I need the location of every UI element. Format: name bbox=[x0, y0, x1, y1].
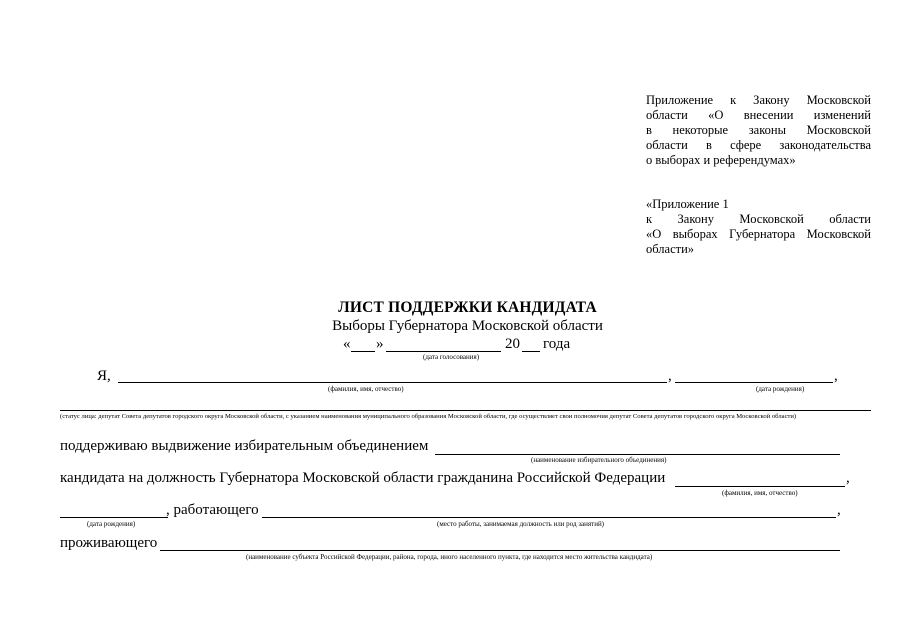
status-blank[interactable] bbox=[60, 410, 871, 411]
year-blank[interactable] bbox=[522, 351, 540, 352]
year-suffix: года bbox=[543, 336, 571, 352]
appendix-one-block bbox=[646, 197, 871, 257]
appendix-line: Приложение к Закону Московской bbox=[646, 93, 871, 107]
candidate-name-blank[interactable] bbox=[675, 486, 845, 487]
appendix-line: области» bbox=[646, 242, 695, 256]
support-text: поддерживаю выдвижение избирательным объединением bbox=[60, 438, 429, 454]
work-text: , работающего bbox=[166, 502, 259, 518]
association-blank[interactable] bbox=[435, 454, 840, 455]
signer-comma-end: , bbox=[834, 368, 838, 384]
candidate-comma: , bbox=[846, 470, 850, 486]
appendix-line: в некоторые законы Московской bbox=[646, 123, 871, 137]
signer-name-blank[interactable] bbox=[118, 382, 667, 383]
residence-text: проживающего bbox=[60, 535, 158, 551]
candidate-birth-blank[interactable] bbox=[60, 517, 168, 518]
appendix-line: области в сфере законодательства bbox=[646, 138, 871, 152]
appendix-one-title: «Приложение 1 bbox=[646, 197, 729, 211]
appendix-line: области «О внесении изменений bbox=[646, 108, 871, 122]
document-subtitle: Выборы Губернатора Московской области bbox=[332, 318, 603, 334]
residence-blank[interactable] bbox=[160, 550, 840, 551]
appendix-line: о выборах и референдумах» bbox=[646, 153, 796, 167]
appendix-line: к Закону Московской области bbox=[646, 212, 871, 226]
work-place-blank[interactable] bbox=[262, 517, 836, 518]
appendix-law-block bbox=[646, 93, 871, 168]
work-comma: , bbox=[837, 502, 841, 518]
work-place-caption: (место работы, занимаемая должность или род занятий) bbox=[437, 520, 605, 528]
document-title: ЛИСТ ПОДДЕРЖКИ КАНДИДАТА bbox=[338, 299, 597, 316]
date-caption: (дата голосования) bbox=[423, 353, 480, 361]
year-prefix: 20 bbox=[505, 336, 520, 352]
signer-name-caption: (фамилия, имя, отчество) bbox=[328, 385, 404, 393]
association-caption: (наименование избирательного объединения) bbox=[531, 456, 667, 464]
candidate-text: кандидата на должность Губернатора Московской области гражданина Российской Федерации bbox=[60, 470, 666, 486]
date-close-quote: » bbox=[376, 336, 384, 352]
day-blank[interactable] bbox=[351, 351, 375, 352]
appendix-line: «О выборах Губернатора Московской bbox=[646, 227, 871, 241]
signer-birth-blank[interactable] bbox=[675, 382, 833, 383]
signer-comma: , bbox=[668, 368, 672, 384]
signer-prefix: Я, bbox=[97, 368, 111, 384]
month-blank[interactable] bbox=[386, 351, 501, 352]
status-caption: (статус лица: депутат Совета депутатов городского округа Московской области, с указанием наименования муниципального образования Московской области, где осуществляет свои полномочия депутат Совета депутатов городского округа Московской области) bbox=[60, 413, 797, 420]
signer-birth-caption: (дата рождения) bbox=[756, 385, 805, 393]
candidate-name-caption: (фамилия, имя, отчество) bbox=[722, 489, 798, 497]
date-open-quote: « bbox=[343, 336, 351, 352]
residence-caption: (наименование субъекта Российской Федерации, района, города, иного населенного пункта, где находится место жительства кандидата) bbox=[246, 553, 653, 561]
candidate-birth-caption: (дата рождения) bbox=[87, 520, 136, 528]
